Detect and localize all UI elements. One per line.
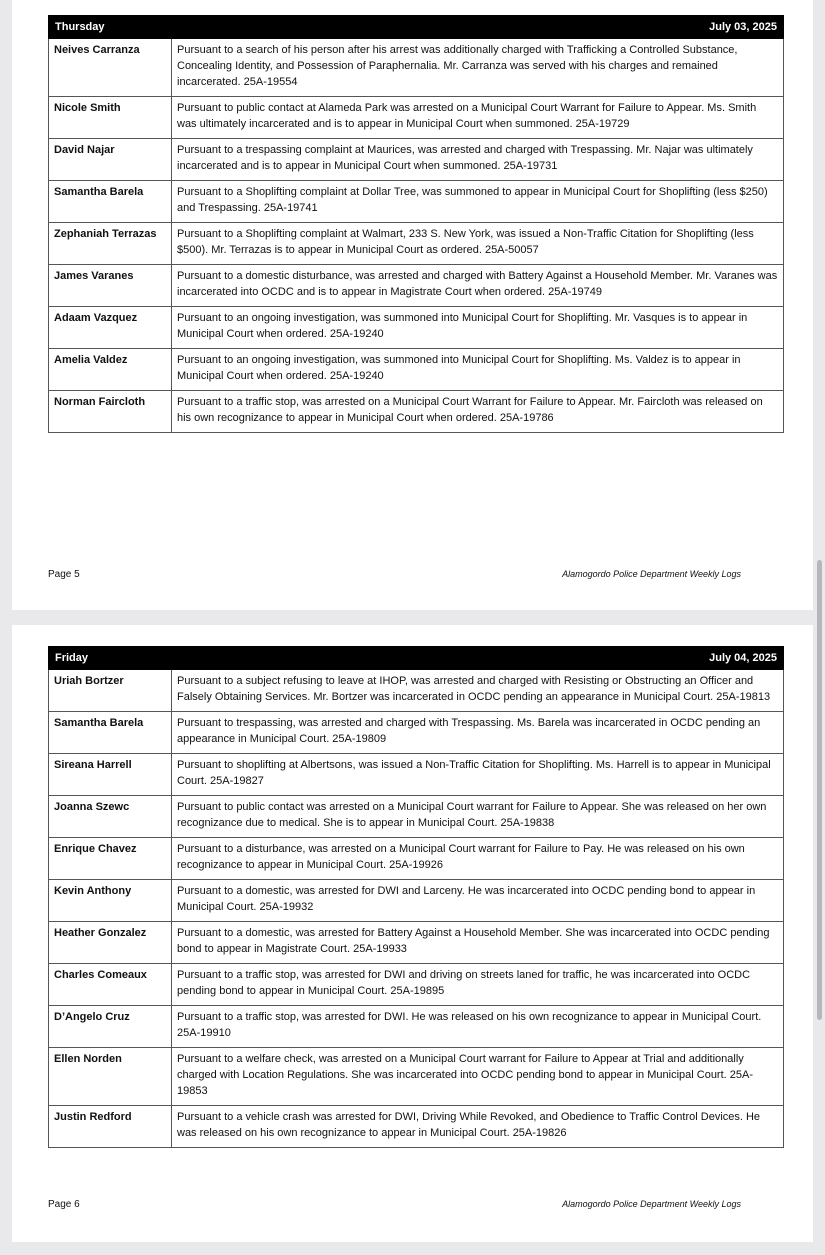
incident-description: Pursuant to public contact was arrested on a Municipal Court warrant for Failure to Appear. She was released on her own recognizance due to medical. She is to appear in Municipal Court. 25A-19838 bbox=[172, 796, 784, 838]
log-table-thursday bbox=[48, 15, 784, 433]
arrestee-name: Neives Carranza bbox=[49, 39, 172, 97]
arrestee-name: D’Angelo Cruz bbox=[49, 1006, 172, 1048]
arrestee-name: Enrique Chavez bbox=[49, 838, 172, 880]
table-header-row bbox=[49, 647, 784, 670]
incident-description: Pursuant to a subject refusing to leave at IHOP, was arrested and charged with Resisting or Obstructing an Officer and Falsely Obtaining Services. Mr. Bortzer was incarcerated in OCDC pending an appearance in Municipal Court. 25A-19813 bbox=[172, 670, 784, 712]
table-row bbox=[49, 1106, 784, 1148]
arrestee-name: Adaam Vazquez bbox=[49, 307, 172, 349]
incident-description: Pursuant to a vehicle crash was arrested for DWI, Driving While Revoked, and Obedience to Traffic Control Devices. He was released on his own recognizance to appear in Municipal Court. 25A-19826 bbox=[172, 1106, 784, 1148]
log-table-friday bbox=[48, 646, 784, 1148]
table-row bbox=[49, 1006, 784, 1048]
incident-description: Pursuant to a search of his person after his arrest was additionally charged with Trafficking a Controlled Substance, Concealing Identity, and Possession of Paraphernalia. Mr. Carranza was served with his charges and remained incarcerated. 25A-19554 bbox=[172, 39, 784, 97]
arrestee-name: Samantha Barela bbox=[49, 712, 172, 754]
footer-title: Alamogordo Police Department Weekly Logs bbox=[562, 1199, 741, 1209]
arrestee-name: Charles Comeaux bbox=[49, 964, 172, 1006]
table-row bbox=[49, 754, 784, 796]
incident-description: Pursuant to a domestic, was arrested for DWI and Larceny. He was incarcerated into OCDC pending bond to appear in Municipal Court. 25A-19932 bbox=[172, 880, 784, 922]
arrestee-name: Nicole Smith bbox=[49, 97, 172, 139]
table-row bbox=[49, 1048, 784, 1106]
page-number: Page 5 bbox=[48, 569, 80, 580]
arrestee-name: Norman Faircloth bbox=[49, 391, 172, 433]
page-number: Page 6 bbox=[48, 1199, 80, 1210]
table-row bbox=[49, 880, 784, 922]
table-row bbox=[49, 391, 784, 433]
table-header-row bbox=[49, 16, 784, 39]
day-header: Thursday bbox=[49, 16, 172, 39]
table-row bbox=[49, 922, 784, 964]
table-row bbox=[49, 964, 784, 1006]
arrestee-name: Joanna Szewc bbox=[49, 796, 172, 838]
table-row bbox=[49, 349, 784, 391]
incident-description: Pursuant to an ongoing investigation, was summoned into Municipal Court for Shoplifting. Mr. Vasques is to appear in Municipal Court when ordered. 25A-19240 bbox=[172, 307, 784, 349]
incident-description: Pursuant to an ongoing investigation, was summoned into Municipal Court for Shoplifting. Ms. Valdez is to appear in Municipal Court when ordered. 25A-19240 bbox=[172, 349, 784, 391]
document-page-6 bbox=[12, 625, 813, 1242]
incident-description: Pursuant to a Shoplifting complaint at Dollar Tree, was summoned to appear in Municipal Court for Shoplifting (less $250) and Trespassing. 25A-19741 bbox=[172, 181, 784, 223]
incident-description: Pursuant to public contact at Alameda Park was arrested on a Municipal Court Warrant for Failure to Appear. Ms. Smith was ultimately incarcerated and is to appear in Municipal Court when summoned. 25A-19729 bbox=[172, 97, 784, 139]
incident-description: Pursuant to a traffic stop, was arrested on a Municipal Court Warrant for Failure to Appear. Mr. Faircloth was released on his own recognizance to appear in Municipal Court when ordered. 25A-19786 bbox=[172, 391, 784, 433]
date-header: July 04, 2025 bbox=[172, 647, 784, 670]
table-row bbox=[49, 97, 784, 139]
table-row bbox=[49, 307, 784, 349]
incident-description: Pursuant to a traffic stop, was arrested for DWI. He was released on his own recognizance to appear in Municipal Court. 25A-19910 bbox=[172, 1006, 784, 1048]
table-row bbox=[49, 265, 784, 307]
incident-description: Pursuant to a traffic stop, was arrested for DWI and driving on streets laned for traffic, he was incarcerated into OCDC pending bond to appear in Municipal Court. 25A-19895 bbox=[172, 964, 784, 1006]
arrestee-name: Amelia Valdez bbox=[49, 349, 172, 391]
day-header: Friday bbox=[49, 647, 172, 670]
incident-description: Pursuant to a disturbance, was arrested on a Municipal Court warrant for Failure to Pay. He was released on his own recognizance to appear in Municipal Court. 25A-19926 bbox=[172, 838, 784, 880]
table-row bbox=[49, 39, 784, 97]
arrestee-name: Ellen Norden bbox=[49, 1048, 172, 1106]
arrestee-name: David Najar bbox=[49, 139, 172, 181]
incident-description: Pursuant to trespassing, was arrested and charged with Trespassing. Ms. Barela was incarcerated in OCDC pending an appearance in Municipal Court. 25A-19809 bbox=[172, 712, 784, 754]
table-row bbox=[49, 796, 784, 838]
arrestee-name: Heather Gonzalez bbox=[49, 922, 172, 964]
table-row bbox=[49, 838, 784, 880]
date-header: July 03, 2025 bbox=[172, 16, 784, 39]
incident-description: Pursuant to a domestic, was arrested for Battery Against a Household Member. She was incarcerated into OCDC pending bond to appear in Magistrate Court. 25A-19933 bbox=[172, 922, 784, 964]
incident-description: Pursuant to a Shoplifting complaint at Walmart, 233 S. New York, was issued a Non-Traffic Citation for Shoplifting (less $500). Mr. Terrazas is to appear in Municipal Court as ordered. 25A-50057 bbox=[172, 223, 784, 265]
scrollbar[interactable] bbox=[817, 560, 822, 1020]
table-row bbox=[49, 712, 784, 754]
incident-description: Pursuant to shoplifting at Albertsons, was issued a Non-Traffic Citation for Shoplifting. Ms. Harrell is to appear in Municipal Court. 25A-19827 bbox=[172, 754, 784, 796]
arrestee-name: Sireana Harrell bbox=[49, 754, 172, 796]
arrestee-name: Zephaniah Terrazas bbox=[49, 223, 172, 265]
document-page-5 bbox=[12, 0, 813, 610]
table-row bbox=[49, 670, 784, 712]
footer-title: Alamogordo Police Department Weekly Logs bbox=[562, 569, 741, 579]
arrestee-name: Uriah Bortzer bbox=[49, 670, 172, 712]
incident-description: Pursuant to a welfare check, was arrested on a Municipal Court warrant for Failure to Appear at Trial and additionally charged with Location Regulations. She was incarcerated into OCDC pending bond to appear in Municipal Court. 25A-19853 bbox=[172, 1048, 784, 1106]
table-row bbox=[49, 181, 784, 223]
arrestee-name: Kevin Anthony bbox=[49, 880, 172, 922]
incident-description: Pursuant to a trespassing complaint at Maurices, was arrested and charged with Trespassing. Mr. Najar was ultimately incarcerated and is to appear in Municipal Court when summoned. 25A-19731 bbox=[172, 139, 784, 181]
arrestee-name: Samantha Barela bbox=[49, 181, 172, 223]
incident-description: Pursuant to a domestic disturbance, was arrested and charged with Battery Against a Household Member. Mr. Varanes was incarcerated into OCDC and is to appear in Magistrate Court when ordered. 25A-19749 bbox=[172, 265, 784, 307]
table-row bbox=[49, 223, 784, 265]
arrestee-name: James Varanes bbox=[49, 265, 172, 307]
table-row bbox=[49, 139, 784, 181]
arrestee-name: Justin Redford bbox=[49, 1106, 172, 1148]
